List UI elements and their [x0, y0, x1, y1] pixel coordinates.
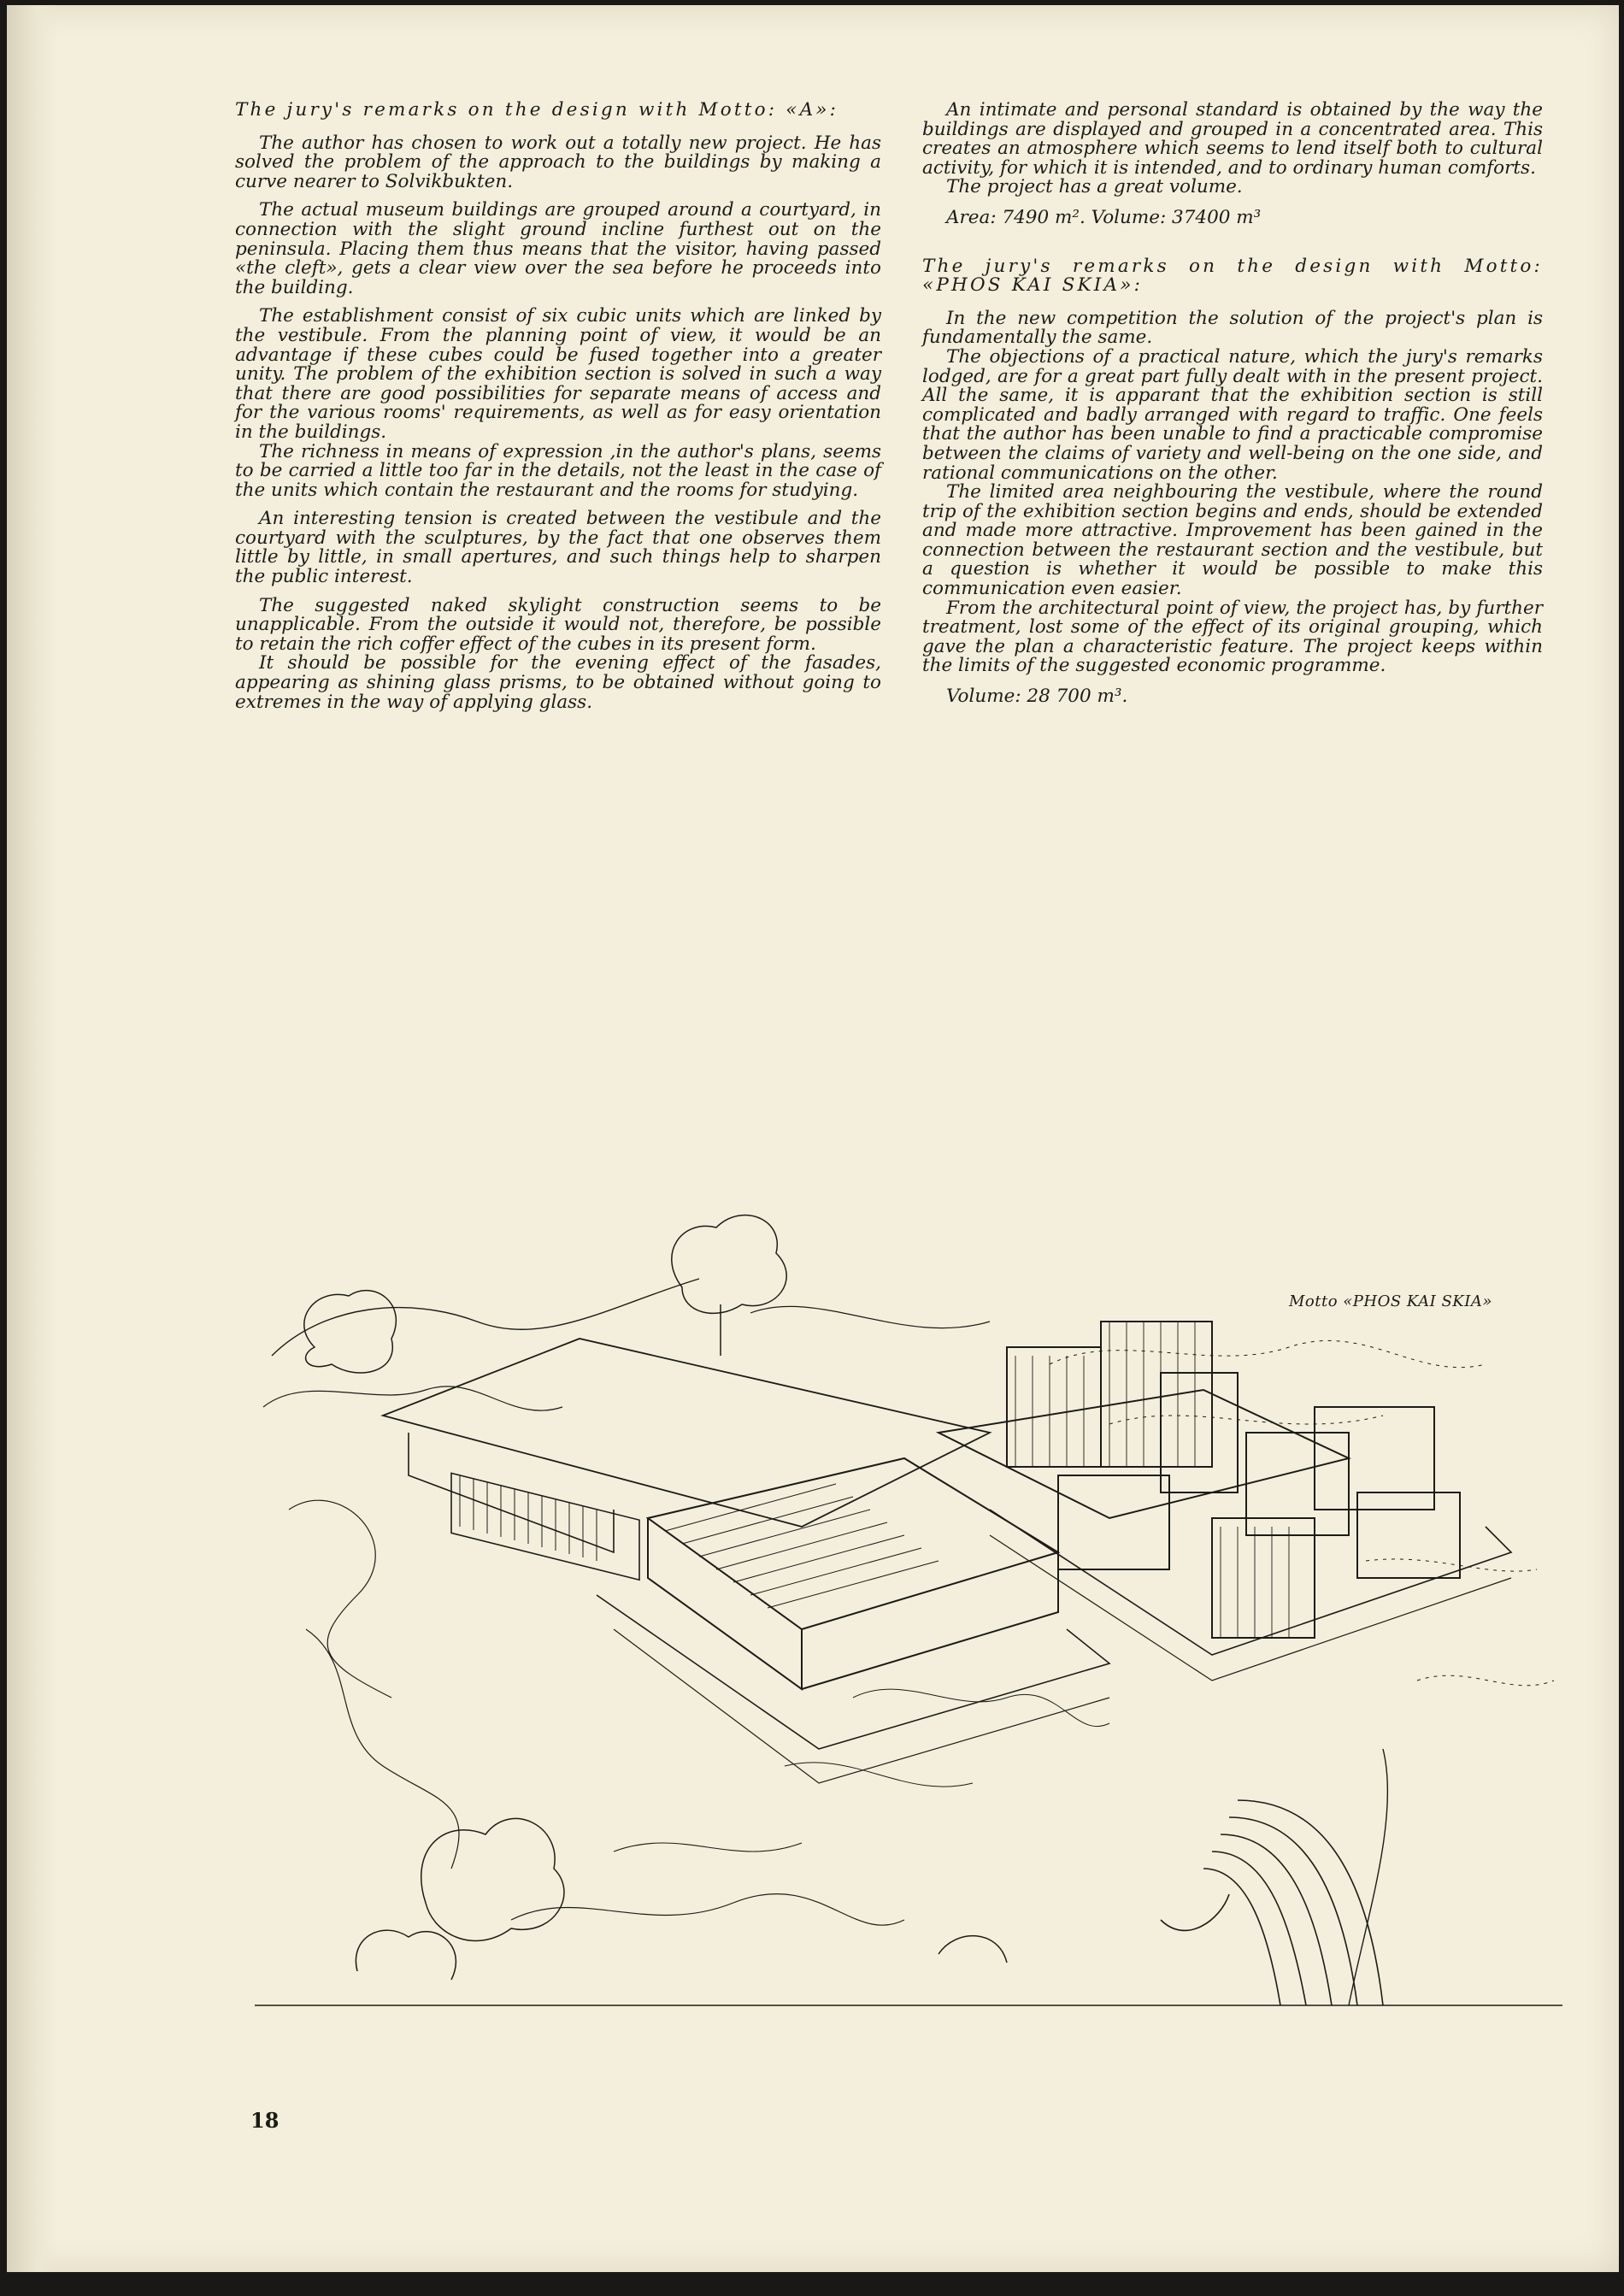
page-spine-shadow [7, 5, 58, 2272]
paragraph: The author has chosen to work out a totally new project. He has solved the problem of the approach to the buildings by making a curve nearer to Solvikbukten. [235, 132, 881, 192]
paragraph: The project has a great volume. [946, 176, 1243, 198]
paragraph: The suggested naked skylight construction seems to be unapplicable. From the outside it would not, therefore, be possible to retain the rich coffer effect of the cubes in its present form. [235, 594, 881, 655]
paragraph: An intimate and personal standard is obtained by the way the buildings are displayed and grouped in a concentrated area. This creates an atmosphere which seems to lend itself both to cultural activity, for which it is intended, and to ordinary human comforts. [922, 99, 1543, 179]
right-text-column [922, 101, 1543, 707]
paragraph: The limited area neighbouring the vestibule, where the round trip of the exhibition section begins and ends, should be extended and made more attractive. Improvement has been gained in the connection between the restaurant section and the vestibule, but a question is whether it would be possible to make this communication even easier. [922, 481, 1543, 600]
paragraph: It should be possible for the evening effect of the fasades, appearing as shining glass prisms, to be obtained without going to extremes in the way of applying glass. [235, 652, 881, 713]
left-text-column [235, 101, 881, 712]
paragraph: An interesting tension is created between the vestibule and the courtyard with the sculptures, by the fact that one observes them little by little, in small apertures, and such things help to sharpen the public interest. [235, 508, 881, 588]
jury-remarks-heading-a: The jury's remarks on the design with Motto: «A»: [235, 99, 839, 121]
jury-remarks-heading-phos: The jury's remarks on the design with Motto: «PHOS KAI SKIA»: [922, 255, 1543, 297]
paragraph: In the new competition the solution of the project's plan is fundamentally the same. [922, 307, 1543, 349]
area-volume-line: Area: 7490 m². Volume: 37400 m³ [946, 206, 1262, 228]
page-number: 18 [250, 2108, 279, 2133]
paragraph: The establishment consist of six cubic units which are linked by the vestibule. From the planning point of view, it would be an advantage if these cubes could be fused together into a greater unity. The problem of the exhibition section is solved in such a way that there are good possibilities for separate means of access and for the various rooms' requirements, as well as for easy orientation in the buildings. [235, 305, 881, 443]
paragraph: The actual museum buildings are grouped around a courtyard, in connection with the slight ground incline furthest out on the peninsula. Placing them thus means that the visitor, having passed «the cleft», gets a clear view over the sea before he proceeds into the building. [235, 199, 881, 298]
architectural-perspective-drawing [255, 1151, 1562, 2022]
magazine-page [7, 5, 1619, 2272]
paragraph: The objections of a practical nature, which the jury's remarks lodged, are for a great part fully dealt with in the present project. All the same, it is apparant that the exhibition section is still complicated and badly arranged with regard to traffic. One feels that the author has been unable to find a practicable compromise between the claims of variety and well-being on the one side, and rational communications on the other. [922, 345, 1543, 484]
paragraph: The richness in means of expression ,in the author's plans, seems to be carried a little too far in the details, not the least in the case of the units which contain the restaurant and the rooms for studying. [235, 440, 881, 501]
paragraph: From the architectural point of view, the project has, by further treatment, lost some of the effect of its original grouping, which gave the plan a characteristic feature. The project keeps within the limits of the suggested economic programme. [922, 597, 1543, 677]
figure-caption: Motto «PHOS KAI SKIA» [1289, 1292, 1492, 1310]
volume-line: Volume: 28 700 m³. [946, 686, 1128, 708]
